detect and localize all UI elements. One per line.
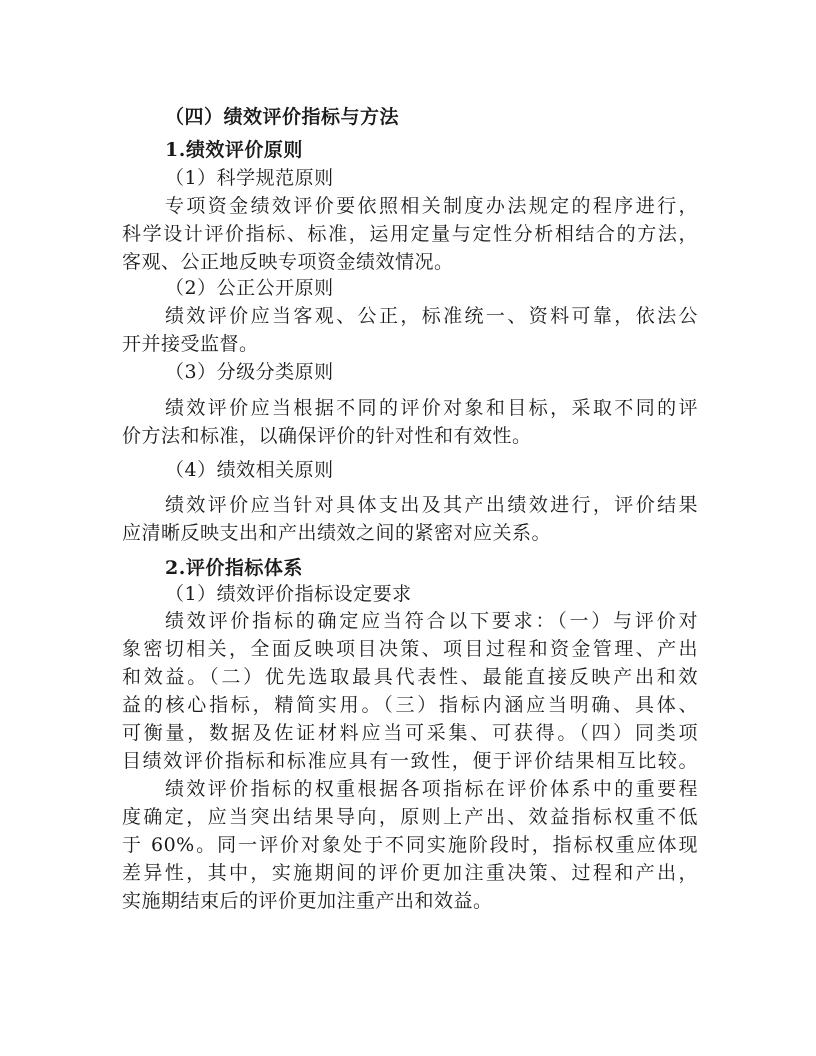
paragraph-line: 象密切相关，全面反映项目决策、项目过程和资金管理、产出 [122, 638, 698, 660]
paragraph-line: 客观、公正地反映专项资金绩效情况。 [122, 251, 454, 273]
heading-indicator-system: 2.评价指标体系 [165, 557, 303, 579]
paragraph-line: 应清晰反映支出和产出绩效之间的紧密对应关系。 [122, 522, 552, 544]
paragraph-line: 差异性，其中，实施期间的评价更加注重决策、过程和产出， [122, 862, 698, 884]
principle-2-title: （2）公正公开原则 [165, 277, 334, 299]
principle-1-title: （1）科学规范原则 [165, 167, 334, 189]
paragraph-line: 绩效评价指标的权重根据各项指标在评价体系中的重要程 [165, 778, 698, 800]
paragraph-line: 于 60%。同一评价对象处于不同实施阶段时，指标权重应体现 [122, 834, 698, 856]
paragraph-line: 绩效评价应当针对具体支出及其产出绩效进行，评价结果 [165, 494, 698, 516]
paragraph-line: 绩效评价指标的确定应当符合以下要求：（一）与评价对 [165, 610, 698, 632]
paragraph-line: 绩效评价应当根据不同的评价对象和目标，采取不同的评 [165, 397, 698, 419]
requirement-1-title: （1）绩效评价指标设定要求 [165, 583, 412, 605]
paragraph-line: 和效益。（二）优先选取最具代表性、最能直接反映产出和效 [122, 666, 698, 688]
paragraph-line: 可衡量，数据及佐证材料应当可采集、可获得。（四）同类项 [122, 722, 698, 744]
paragraph-line: 科学设计评价指标、标准，运用定量与定性分析相结合的方法， [122, 223, 698, 245]
principle-3-title: （3）分级分类原则 [165, 361, 334, 383]
paragraph-line: 实施期结束后的评价更加注重产出和效益。 [122, 890, 493, 912]
paragraph-line: 价方法和标准，以确保评价的针对性和有效性。 [122, 425, 532, 447]
principle-4-title: （4）绩效相关原则 [165, 459, 334, 481]
heading-evaluation-principles: 1.绩效评价原则 [165, 139, 303, 161]
paragraph-line: 度确定，应当突出结果导向，原则上产出、效益指标权重不低 [122, 806, 698, 828]
section-title: （四）绩效评价指标与方法 [165, 106, 400, 128]
paragraph-line: 开并接受监督。 [122, 333, 259, 355]
paragraph-line: 目绩效评价指标和标准应具有一致性，便于评价结果相互比较。 [122, 750, 698, 772]
paragraph-line: 益的核心指标，精简实用。（三）指标内涵应当明确、具体、 [122, 694, 698, 716]
paragraph-line: 绩效评价应当客观、公正，标准统一、资料可靠，依法公 [165, 305, 698, 327]
paragraph-line: 专项资金绩效评价要依照相关制度办法规定的程序进行， [165, 195, 698, 217]
